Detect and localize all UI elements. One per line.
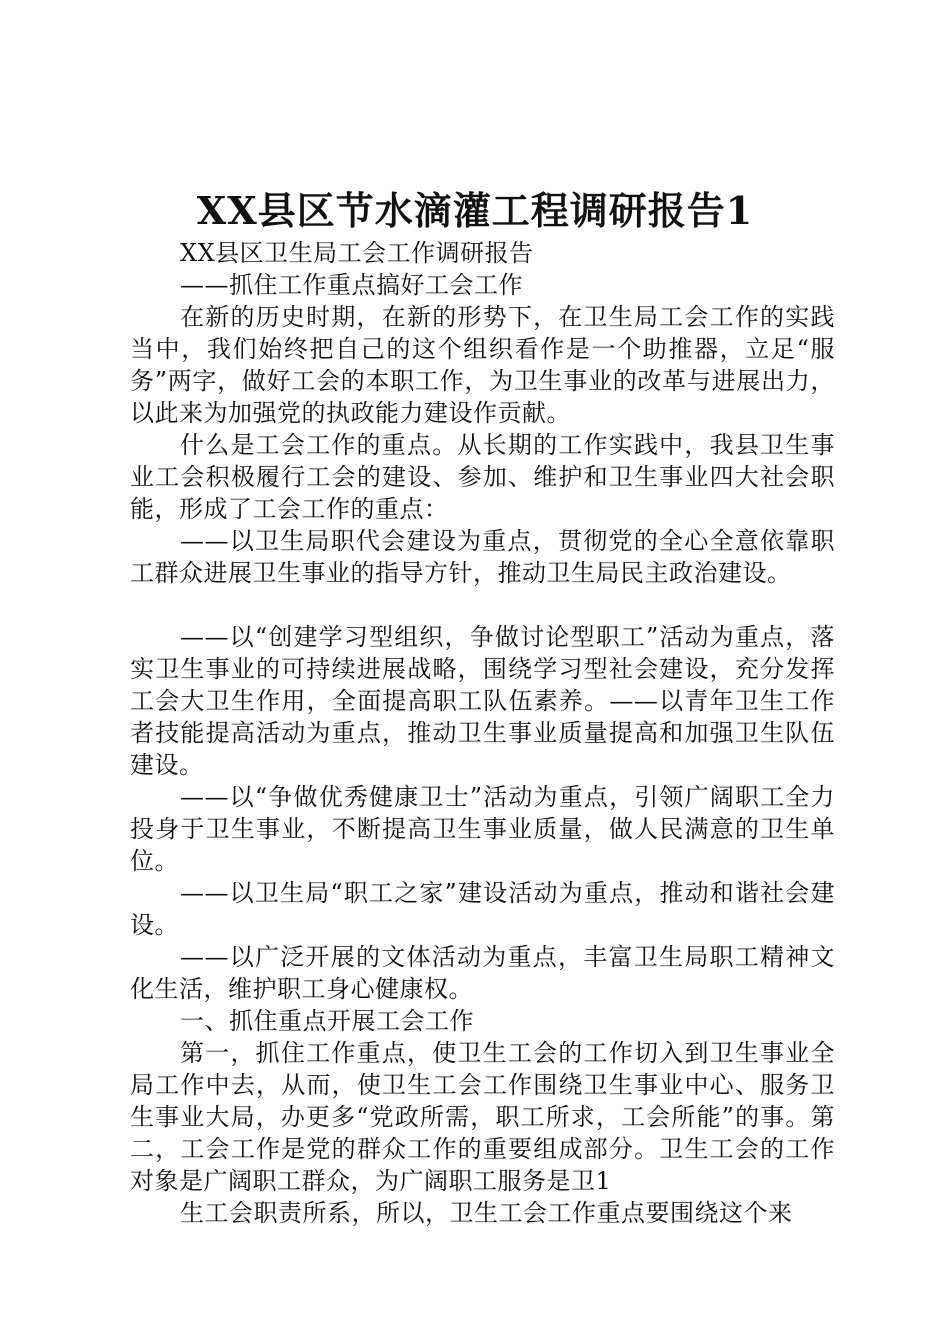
paragraph-first-second: 第一，抓住工作重点，使卫生工会的工作切入到卫生事业全局工作中去，从而，使卫生工会工作围绕卫生事业中心、服务卫生事业大局，办更多“党政所需，职工所求，工会所能”的事。第二，工会工作是党的群众工作的重要组成部分。卫生工会的工作对象是广阔职工群众，为广阔职工服务是卫1: [130, 1039, 835, 1195]
report-heading: XX县区卫生局工会工作调研报告: [180, 239, 534, 267]
paragraph-point-workers-home: ——以卫生局“职工之家”建设活动为重点，推动和谐社会建设。: [130, 879, 835, 939]
paragraph-point-democracy: ——以卫生局职代会建设为重点，贯彻党的全心全意依靠职工群众进展卫生事业的指导方针，推动卫生局民主政治建设。: [130, 527, 835, 587]
paragraph-intro: 在新的历史时期，在新的形势下，在卫生局工会工作的实践当中，我们始终把自己的这个组织看作是一个助推器，立足“服务”两字，做好工会的本职工作，为卫生事业的改革与进展出力，以此来为加强党的执政能力建设作贡献。: [130, 303, 835, 427]
paragraph-continuation: 生工会职责所系，所以，卫生工会工作重点要围绕这个来: [180, 1199, 793, 1227]
paragraph-key-points: 什么是工会工作的重点。从长期的工作实践中，我县卫生事业工会积极履行工会的建设、参加、维护和卫生事业四大社会职能，形成了工会工作的重点：: [130, 431, 835, 523]
document-body: [130, 237, 835, 1229]
paragraph-point-learning: ——以“创建学习型组织，争做讨论型职工”活动为重点，落实卫生事业的可持续进展战略，围绕学习型社会建设，充分发挥工会大卫生作用，全面提高职工队伍素养。——以青年卫生工作者技能提高活动为重点，推动卫生事业质量提高和加强卫生队伍建设。: [130, 623, 835, 779]
paragraph-point-culture: ——以广泛开展的文体活动为重点，丰富卫生局职工精神文化生活，维护职工身心健康权。: [130, 943, 835, 1003]
section-heading-one: 一、抓住重点开展工会工作: [180, 1007, 474, 1035]
report-subheading: ——抓住工作重点搞好工会工作: [180, 271, 523, 299]
paragraph-point-health-guard: ——以“争做优秀健康卫士”活动为重点，引领广阔职工全力投身于卫生事业，不断提高卫生事业质量，做人民满意的卫生单位。: [130, 783, 835, 875]
document-title: XX县区节水滴灌工程调研报告1: [196, 188, 754, 233]
